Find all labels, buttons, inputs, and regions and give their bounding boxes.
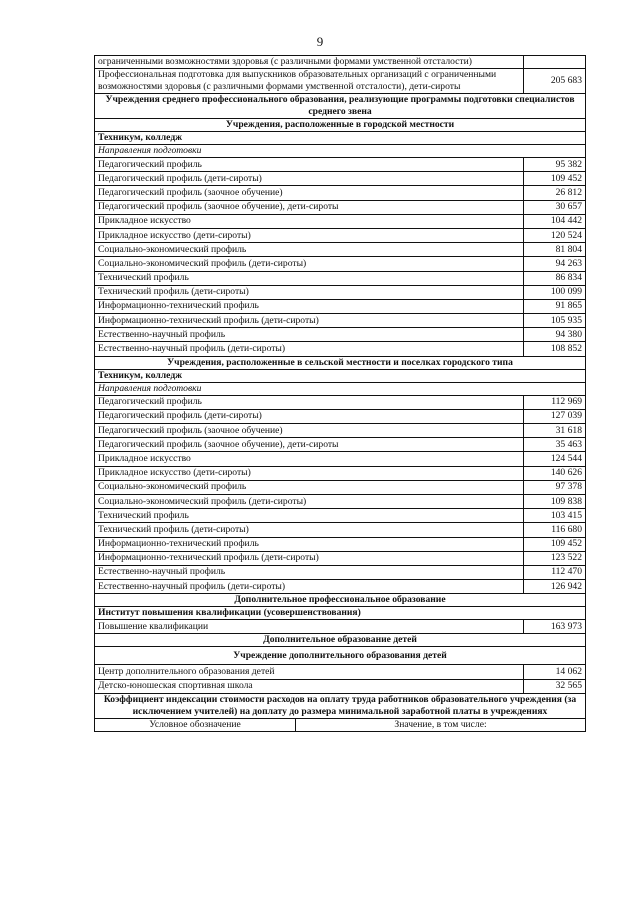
row-label: Технический профиль — [95, 509, 524, 523]
row-label: Детско-юношеская спортивная школа — [95, 679, 524, 693]
table-row — [95, 580, 586, 594]
row-label: Социально-экономический профиль (дети-сироты) — [95, 257, 524, 271]
row-value: 103 415 — [524, 509, 586, 523]
row-value: 124 544 — [524, 452, 586, 466]
row-value: 94 380 — [524, 328, 586, 342]
directions-label: Направления подготовки — [95, 382, 586, 395]
row-value: 26 812 — [524, 186, 586, 200]
table-row — [95, 200, 586, 214]
row-label: Социально-экономический профиль — [95, 243, 524, 257]
row-label: Технический профиль (дети-сироты) — [95, 285, 524, 299]
table-row — [95, 438, 586, 452]
subsection-title-urban: Учреждения, расположенные в городской местности — [95, 119, 586, 132]
row-value: 97 378 — [524, 480, 586, 494]
row-label: Информационно-технический профиль — [95, 537, 524, 551]
row-label: Центр дополнительного образования детей — [95, 665, 524, 679]
table-row — [95, 69, 586, 94]
row-value: 81 804 — [524, 243, 586, 257]
row-value: 30 657 — [524, 200, 586, 214]
table-row — [95, 551, 586, 565]
row-value: 109 452 — [524, 537, 586, 551]
row-label: Прикладное искусство (дети-сироты) — [95, 228, 524, 242]
table-row — [95, 523, 586, 537]
table-row — [95, 228, 586, 242]
row-value: 112 470 — [524, 565, 586, 579]
row-label: Информационно-технический профиль (дети-сироты) — [95, 314, 524, 328]
row-value: 116 680 — [524, 523, 586, 537]
row-value: 123 522 — [524, 551, 586, 565]
table-row — [95, 537, 586, 551]
table-row — [95, 679, 586, 693]
row-label: ограниченными возможностями здоровья (с различными формами умственной отсталости) — [95, 56, 524, 69]
subsection-title-rural: Учреждения, расположенные в сельской местности и поселках городского типа — [95, 356, 586, 369]
row-label: Прикладное искусство (дети-сироты) — [95, 466, 524, 480]
row-value: 35 463 — [524, 438, 586, 452]
row-label: Естественно-научный профиль (дети-сироты) — [95, 580, 524, 594]
row-value: 127 039 — [524, 409, 586, 423]
section-title-spo: Учреждения среднего профессионального образования, реализующие программы подготовки специалистов среднего звена — [95, 94, 586, 119]
row-label: Повышение квалификации — [95, 620, 524, 634]
table-row — [95, 214, 586, 228]
table-row — [95, 285, 586, 299]
institution-type: Техникум, колледж — [95, 369, 586, 382]
row-value: 120 524 — [524, 228, 586, 242]
row-value: 32 565 — [524, 679, 586, 693]
row-label: Естественно-научный профиль — [95, 565, 524, 579]
row-value — [524, 56, 586, 69]
urban-rows — [95, 158, 586, 357]
row-value: 31 618 — [524, 424, 586, 438]
institution-type: Техникум, колледж — [95, 132, 586, 145]
table-row — [95, 409, 586, 423]
subsection-title-dod: Учреждение дополнительного образования детей — [95, 647, 586, 665]
row-value: 14 062 — [524, 665, 586, 679]
page-number: 9 — [316, 34, 324, 49]
coefficient-title: Коэффициент индексации стоимости расходов на оплату труда работников образовательного учреждения (за исключением учителей) на доплату до размера минимальной заработной платы в учреждениях — [95, 693, 586, 718]
cost-standards-table — [94, 55, 586, 732]
column-header-value: Значение, в том числе: — [296, 718, 586, 731]
row-label: Прикладное искусство — [95, 452, 524, 466]
table-row — [95, 565, 586, 579]
table-row — [95, 257, 586, 271]
table-row — [95, 466, 586, 480]
row-value: 205 683 — [524, 69, 586, 94]
section-title-dod: Дополнительное образование детей — [95, 634, 586, 647]
table-row — [95, 494, 586, 508]
row-label: Технический профиль (дети-сироты) — [95, 523, 524, 537]
row-value: 100 099 — [524, 285, 586, 299]
table-row — [95, 243, 586, 257]
table-row — [95, 314, 586, 328]
row-label: Социально-экономический профиль (дети-сироты) — [95, 494, 524, 508]
row-label: Педагогический профиль (дети-сироты) — [95, 409, 524, 423]
row-label: Технический профиль — [95, 271, 524, 285]
row-value: 109 838 — [524, 494, 586, 508]
row-value: 94 263 — [524, 257, 586, 271]
table-row — [95, 480, 586, 494]
table-row — [95, 299, 586, 313]
row-label: Социально-экономический профиль — [95, 480, 524, 494]
section-title-dpo: Дополнительное профессиональное образование — [95, 594, 586, 607]
table-row — [95, 424, 586, 438]
row-label: Информационно-технический профиль (дети-сироты) — [95, 551, 524, 565]
row-value: 109 452 — [524, 172, 586, 186]
row-label: Педагогический профиль (заочное обучение), дети-сироты — [95, 438, 524, 452]
row-label: Естественно-научный профиль (дети-сироты) — [95, 342, 524, 356]
row-value: 126 942 — [524, 580, 586, 594]
column-header-symbol: Условное обозначение — [95, 718, 296, 731]
table-row — [95, 328, 586, 342]
row-value: 105 935 — [524, 314, 586, 328]
row-label: Педагогический профиль — [95, 395, 524, 409]
row-label: Информационно-технический профиль — [95, 299, 524, 313]
table-row — [95, 186, 586, 200]
row-value: 140 626 — [524, 466, 586, 480]
table-row — [95, 56, 586, 69]
row-label: Профессиональная подготовка для выпускников образовательных организаций с ограниченными возможностями здоровья (с различными формами умственной отсталости), дети-сироты — [95, 69, 524, 94]
row-value: 108 852 — [524, 342, 586, 356]
directions-label: Направления подготовки — [95, 145, 586, 158]
table-row — [95, 452, 586, 466]
table-row — [95, 158, 586, 172]
table-row — [95, 271, 586, 285]
row-label: Педагогический профиль (заочное обучение), дети-сироты — [95, 200, 524, 214]
table-row — [95, 509, 586, 523]
row-value: 86 834 — [524, 271, 586, 285]
row-label: Педагогический профиль (заочное обучение) — [95, 186, 524, 200]
institution-type: Институт повышения квалификации (усовершенствования) — [95, 607, 586, 620]
row-label: Прикладное искусство — [95, 214, 524, 228]
row-label: Педагогический профиль — [95, 158, 524, 172]
table-row — [95, 620, 586, 634]
table-row — [95, 665, 586, 679]
row-label: Педагогический профиль (дети-сироты) — [95, 172, 524, 186]
row-label: Естественно-научный профиль — [95, 328, 524, 342]
row-label: Педагогический профиль (заочное обучение) — [95, 424, 524, 438]
row-value: 104 442 — [524, 214, 586, 228]
row-value: 163 973 — [524, 620, 586, 634]
row-value: 112 969 — [524, 395, 586, 409]
table-row — [95, 342, 586, 356]
table-row — [95, 395, 586, 409]
row-value: 95 382 — [524, 158, 586, 172]
rural-rows — [95, 395, 586, 594]
table-row — [95, 172, 586, 186]
row-value: 91 865 — [524, 299, 586, 313]
